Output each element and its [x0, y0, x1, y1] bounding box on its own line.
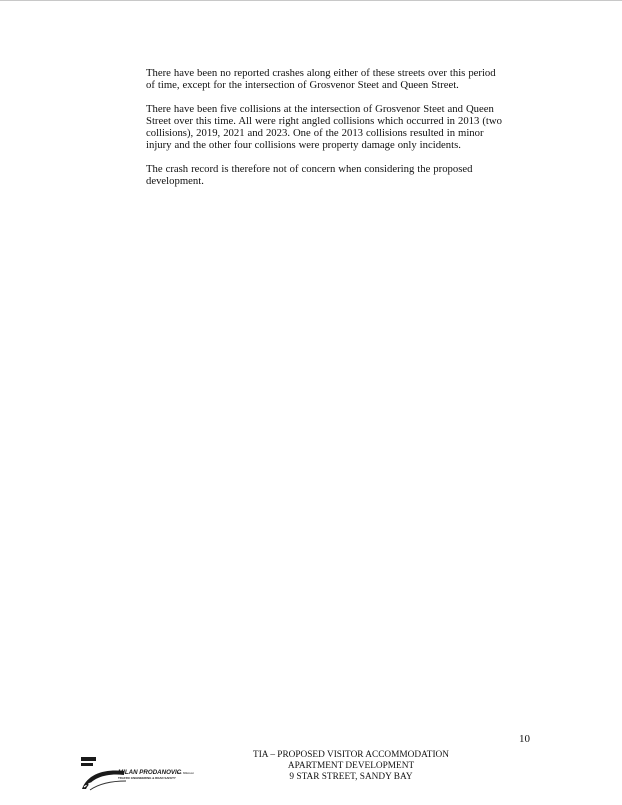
paragraph: The crash record is therefore not of concern when considering the proposed development.	[146, 163, 473, 187]
body-text	[146, 67, 506, 199]
footer-title	[226, 750, 476, 783]
page-number: 10	[519, 733, 530, 745]
page-top-border	[0, 0, 622, 1]
footer-title-line: TIA – PROPOSED VISITOR ACCOMMODATION	[253, 750, 449, 760]
logo-suffix: B.E. MIEAust	[177, 771, 194, 775]
paragraph: There have been no reported crashes along either of these streets over this period of time, except for the intersection of Grosvenor Steet and Queen Street.	[146, 67, 496, 91]
logo-tagline: TRAFFIC ENGINEERING & ROAD SAFETY	[118, 776, 176, 780]
footer-title-line: APARTMENT DEVELOPMENT	[287, 761, 415, 771]
logo-name: MILAN PRODANOVIC	[118, 769, 182, 776]
paragraph: There have been five collisions at the intersection of Grosvenor Steet and Queen Street over this time. All were right angled collisions which occurred in 2013 (two collisions), 2019, 2021 and 2023. One of the 2013 collisions resulted in minor injury and the other four collisions were property damage only incidents.	[146, 103, 502, 151]
footer-title-line: 9 STAR STREET, SANDY BAY	[289, 772, 413, 782]
company-logo	[80, 757, 210, 791]
